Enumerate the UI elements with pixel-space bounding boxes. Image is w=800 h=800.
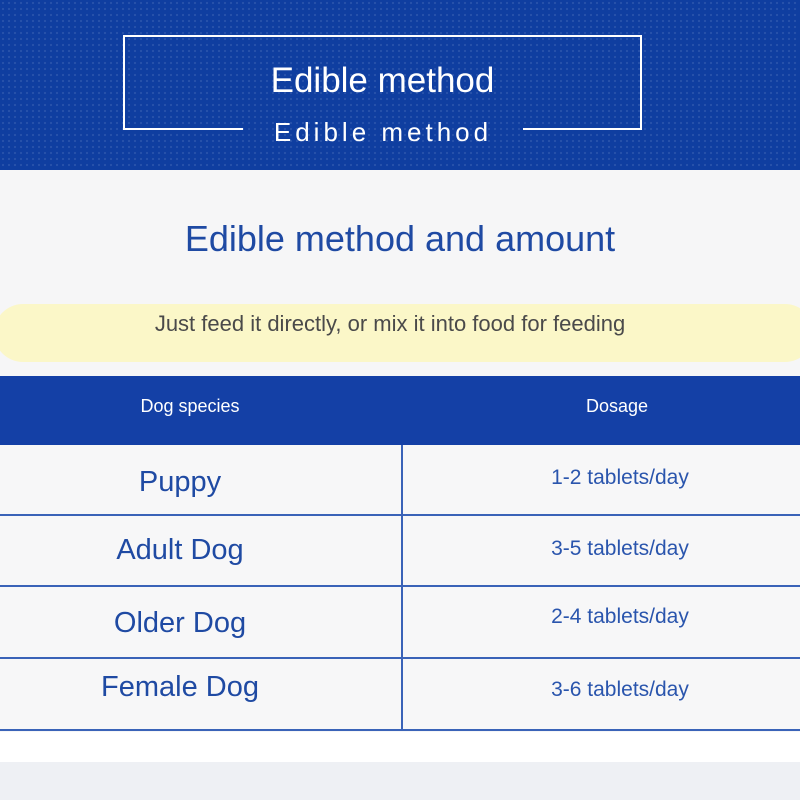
table-cell-species: Puppy [138, 466, 222, 498]
column-divider [401, 445, 403, 730]
instruction-text: Just feed it directly, or mix it into food for feeding [154, 311, 626, 336]
table-cell-dosage: 3-6 tablets/day [551, 678, 689, 701]
table-cell-species: Adult Dog [116, 534, 244, 566]
row-divider [0, 729, 800, 731]
column-header-dosage: Dosage [585, 396, 649, 416]
table-cell-dosage: 2-4 tablets/day [551, 605, 689, 628]
header-subtitle: Edible method [243, 113, 523, 151]
column-header-species: Dog species [140, 396, 240, 416]
header-title: Edible method [270, 61, 495, 100]
row-divider [0, 657, 800, 659]
table-cell-dosage: 1-2 tablets/day [551, 466, 689, 489]
table-cell-species: Older Dog [113, 607, 247, 639]
row-divider [0, 514, 800, 516]
row-divider [0, 585, 800, 587]
table-cell-dosage: 3-5 tablets/day [551, 537, 689, 560]
table-cell-species: Female Dog [101, 671, 259, 703]
section-title: Edible method and amount [184, 218, 616, 259]
footer-strip [0, 762, 800, 800]
